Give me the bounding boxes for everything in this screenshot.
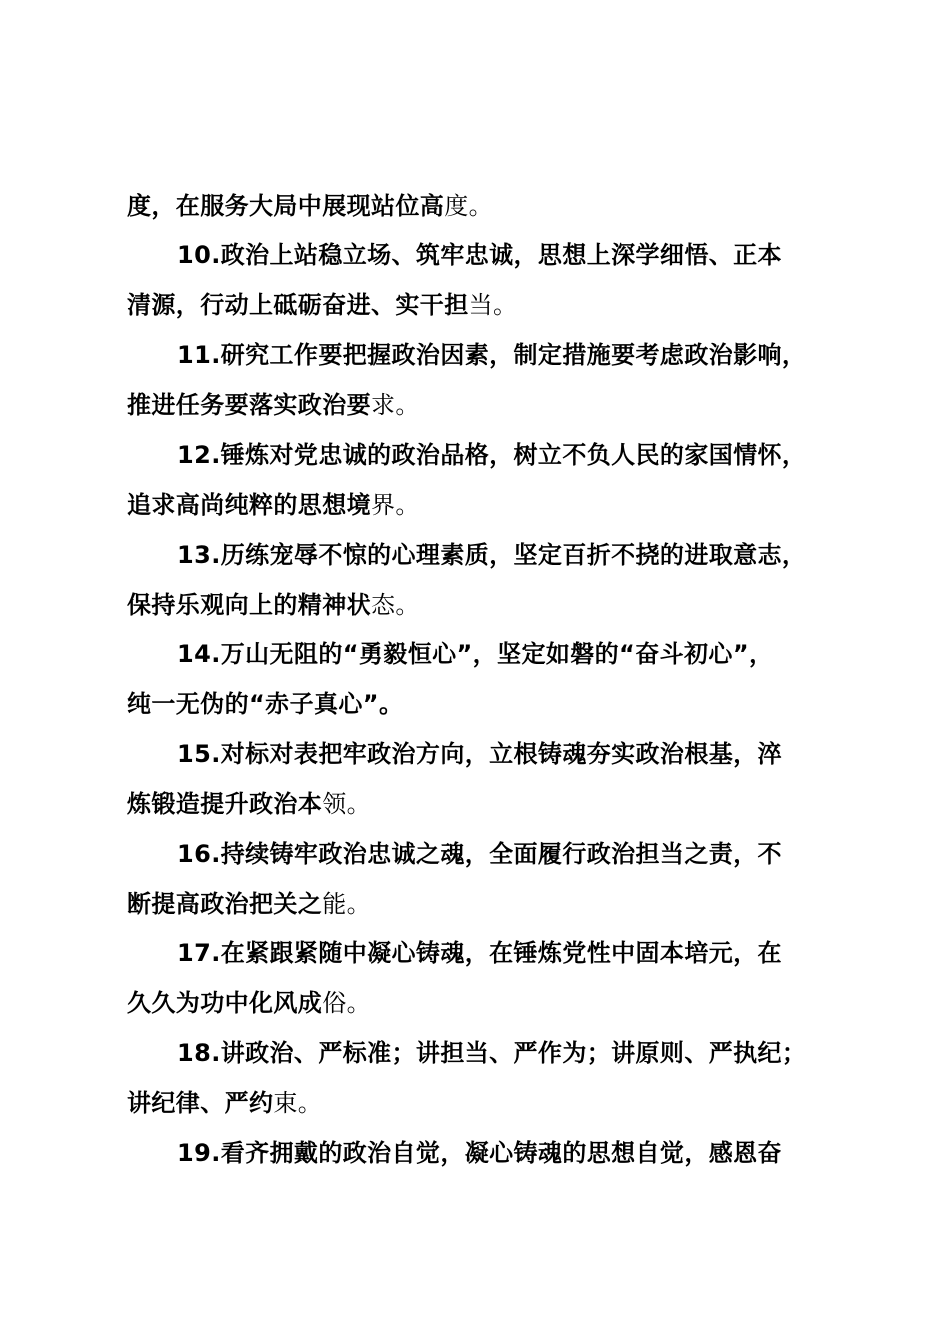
text-normal: 界。 xyxy=(371,491,420,519)
text-normal: 领。 xyxy=(322,790,372,818)
text-bold: 16.持续铸牢政治忠诚之魂，全面履行政治担当之责，不 xyxy=(177,840,782,868)
text-bold: 清源，行动上砥砺奋进、实干担 xyxy=(127,291,469,319)
list-item-10 xyxy=(177,239,782,271)
text-bold: 纯一无伪的“赤子真心”。 xyxy=(127,690,404,718)
list-item-13 xyxy=(177,539,806,571)
text-bold: 15.对标对表把牢政治方向，立根铸魂夯实政治根基，淬 xyxy=(177,740,782,768)
text-line xyxy=(127,1087,322,1119)
text-normal: 当。 xyxy=(468,291,518,319)
text-bold: 推进任务要落实政治要 xyxy=(127,391,371,419)
text-line xyxy=(127,987,371,1019)
text-normal: 能。 xyxy=(322,890,372,918)
text-bold: 讲纪律、严约 xyxy=(127,1089,274,1117)
text-line xyxy=(127,389,420,421)
text-normal: 态。 xyxy=(371,591,420,619)
text-line xyxy=(127,888,371,920)
text-bold: 度，在服务大局中展现站位高 xyxy=(127,192,445,220)
text-bold: 13.历练宠辱不惊的心理素质，坚定百折不挠的进取意志， xyxy=(177,541,807,569)
text-bold: 12.锤炼对党忠诚的政治品格，树立不负人民的家国情怀， xyxy=(177,441,807,469)
text-line xyxy=(127,190,493,222)
text-bold: 14.万山无阻的“勇毅恒心”，坚定如磐的“奋斗初心”， xyxy=(177,640,774,668)
text-line xyxy=(127,688,403,720)
list-item-18 xyxy=(177,1037,806,1069)
text-line xyxy=(127,289,517,321)
text-bold: 追求高尚纯粹的思想境 xyxy=(127,491,371,519)
text-bold: 11.研究工作要把握政治因素，制定措施要考虑政治影响， xyxy=(177,341,807,369)
list-item-17 xyxy=(177,937,782,969)
text-bold: 17.在紧跟紧随中凝心铸魂，在锤炼党性中固本培元，在 xyxy=(177,939,782,967)
text-line xyxy=(127,589,420,621)
text-normal: 度。 xyxy=(444,192,494,220)
list-item-14 xyxy=(177,638,773,670)
text-bold: 19.看齐拥戴的政治自觉，凝心铸魂的思想自觉，感恩奋 xyxy=(177,1139,782,1167)
list-item-12 xyxy=(177,439,806,471)
text-normal: 求。 xyxy=(371,391,420,419)
text-normal: 束。 xyxy=(273,1089,323,1117)
text-bold: 18.讲政治、严标准；讲担当、严作为；讲原则、严执纪； xyxy=(177,1039,807,1067)
text-bold: 炼锻造提升政治本 xyxy=(127,790,323,818)
text-bold: 保持乐观向上的精神状 xyxy=(127,591,371,619)
text-bold: 断提高政治把关之 xyxy=(127,890,323,918)
text-bold: 10.政治上站稳立场、筑牢忠诚，思想上深学细悟、正本 xyxy=(177,241,782,269)
text-line xyxy=(127,788,371,820)
text-normal: 俗。 xyxy=(322,989,372,1017)
text-bold: 久久为功中化风成 xyxy=(127,989,323,1017)
list-item-19 xyxy=(177,1137,782,1169)
list-item-16 xyxy=(177,838,782,870)
list-item-15 xyxy=(177,738,782,770)
text-line xyxy=(127,489,420,521)
list-item-11 xyxy=(177,339,806,371)
